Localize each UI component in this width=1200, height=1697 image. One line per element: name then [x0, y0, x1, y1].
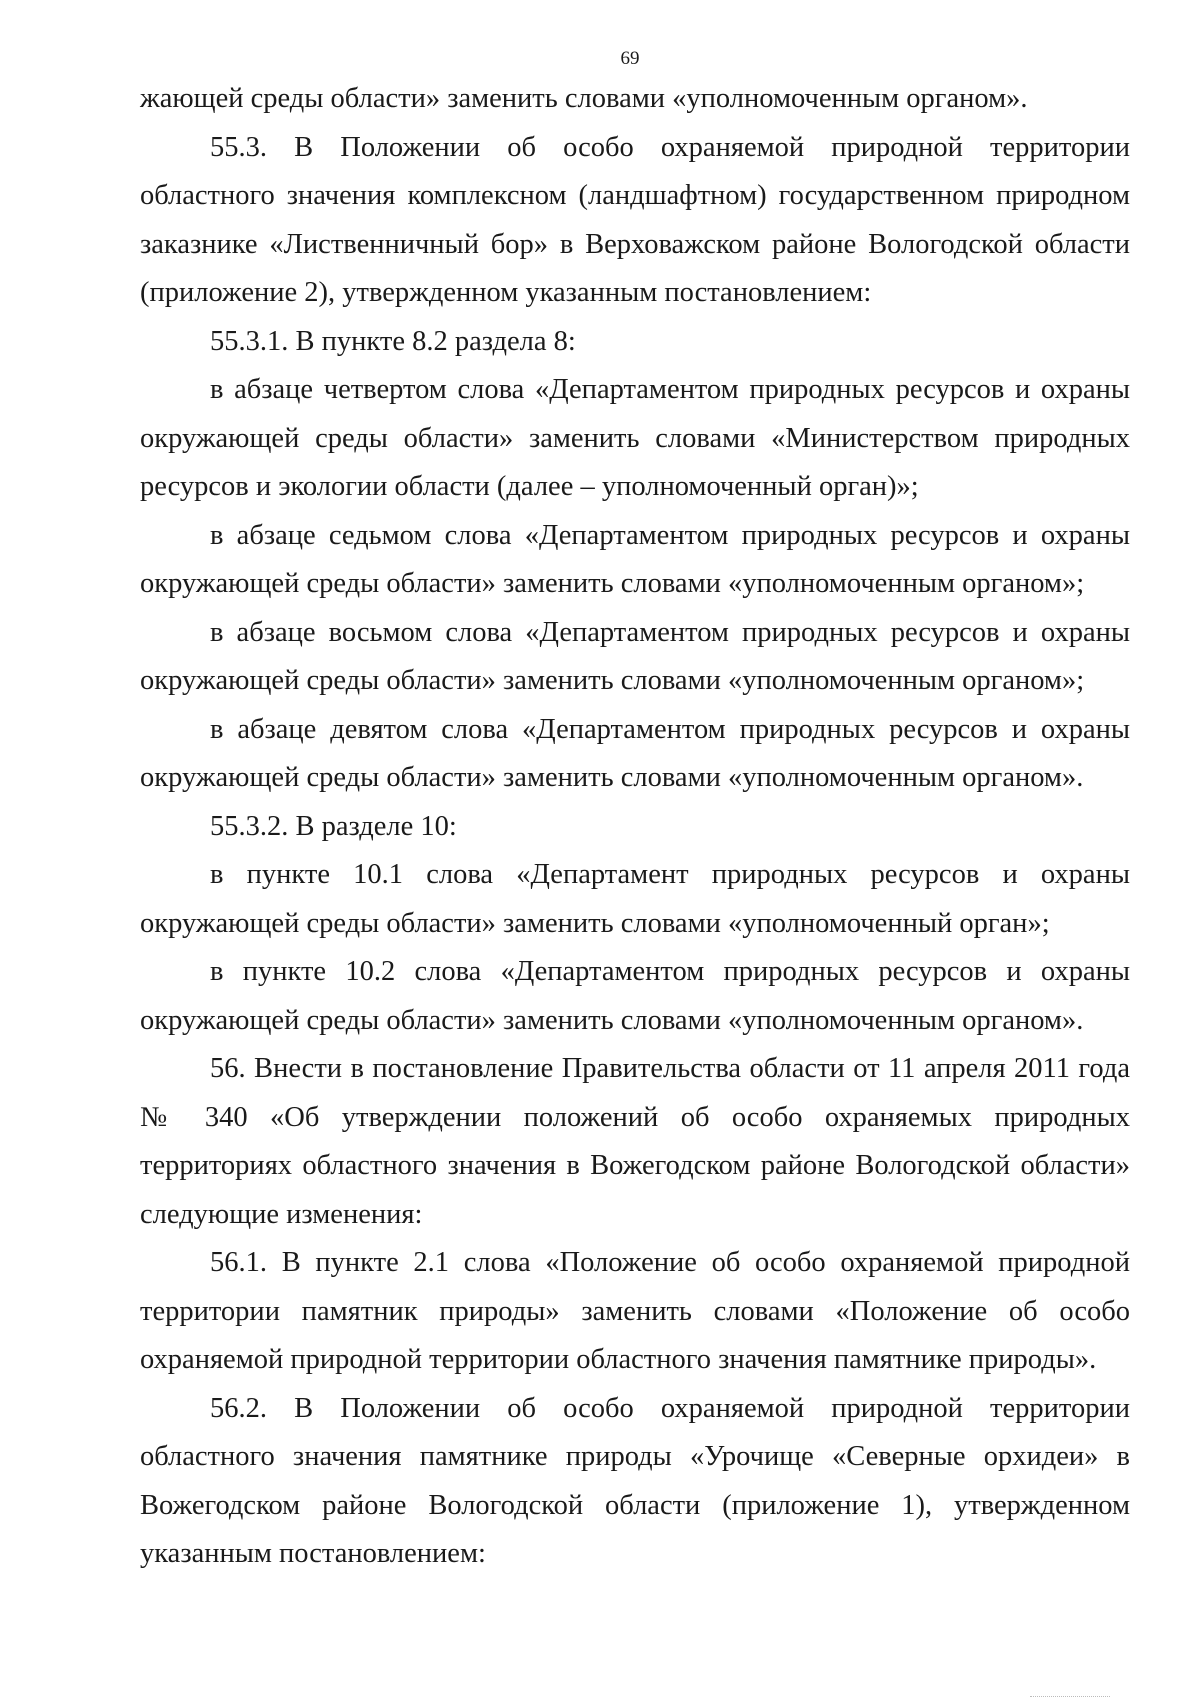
paragraph-abzac-9: в абзаце девятом слова «Департаментом природных ресурсов и охраны окружающей среды области» заменить словами «уполномоченным органом». [140, 713, 1130, 793]
paragraph-punkt-10-2: в пункте 10.2 слова «Департаментом природных ресурсов и охраны окружающей среды области» заменить словами «уполномоченным органом». [140, 956, 1130, 1036]
paragraph-55-3: 55.3. В Положении об особо охраняемой природной территории областного значения комплексном (ландшафтном) государственном природном заказнике «Лиственничный бор» в Верховажском районе Вологодской области (приложение 2), утвержденном указанным постановлением: [140, 131, 1130, 308]
paragraph-55-3-1: 55.3.1. В пункте 8.2 раздела 8: [210, 325, 576, 357]
document-body [140, 75, 1130, 1579]
paragraph-56-2: 56.2. В Положении об особо охраняемой природной территории областного значения памятнике природы «Урочище «Северные орхидеи» в Вожегодском районе Вологодской области (приложение 1), утвержденном указанным постановлением: [140, 1392, 1130, 1569]
paragraph-56-1: 56.1. В пункте 2.1 слова «Положение об особо охраняемой природной территории памятник природы» заменить словами «Положение об особо охраняемой природной территории областного значения памятнике природы». [140, 1247, 1130, 1375]
page-number: 69 [620, 48, 640, 69]
paragraph-abzac-7: в абзаце седьмом слова «Департаментом природных ресурсов и охраны окружающей среды области» заменить словами «уполномоченным органом»; [140, 519, 1130, 599]
paragraph-abzac-4: в абзаце четвертом слова «Департаментом природных ресурсов и охраны окружающей среды области» заменить словами «Министерством природных ресурсов и экологии области (далее – уполномоченный орган)»; [140, 374, 1130, 502]
scan-edge-mark [1030, 1686, 1110, 1697]
paragraph-56: 56. Внести в постановление Правительства области от 11 апреля 2011 года № 340 «Об утверждении положений об особо охраняемых природных территориях областного значения в Вожегодском районе Вологодской области» следующие изменения: [140, 1053, 1130, 1230]
paragraph-punkt-10-1: в пункте 10.1 слова «Департамент природных ресурсов и охраны окружающей среды области» заменить словами «уполномоченный орган»; [140, 859, 1130, 939]
paragraph-55-3-2: 55.3.2. В разделе 10: [210, 810, 457, 842]
paragraph-0: жающей среды области» заменить словами «уполномоченным органом». [140, 83, 1028, 114]
paragraph-abzac-8: в абзаце восьмом слова «Департаментом природных ресурсов и охраны окружающей среды области» заменить словами «уполномоченным органом»; [140, 616, 1130, 696]
